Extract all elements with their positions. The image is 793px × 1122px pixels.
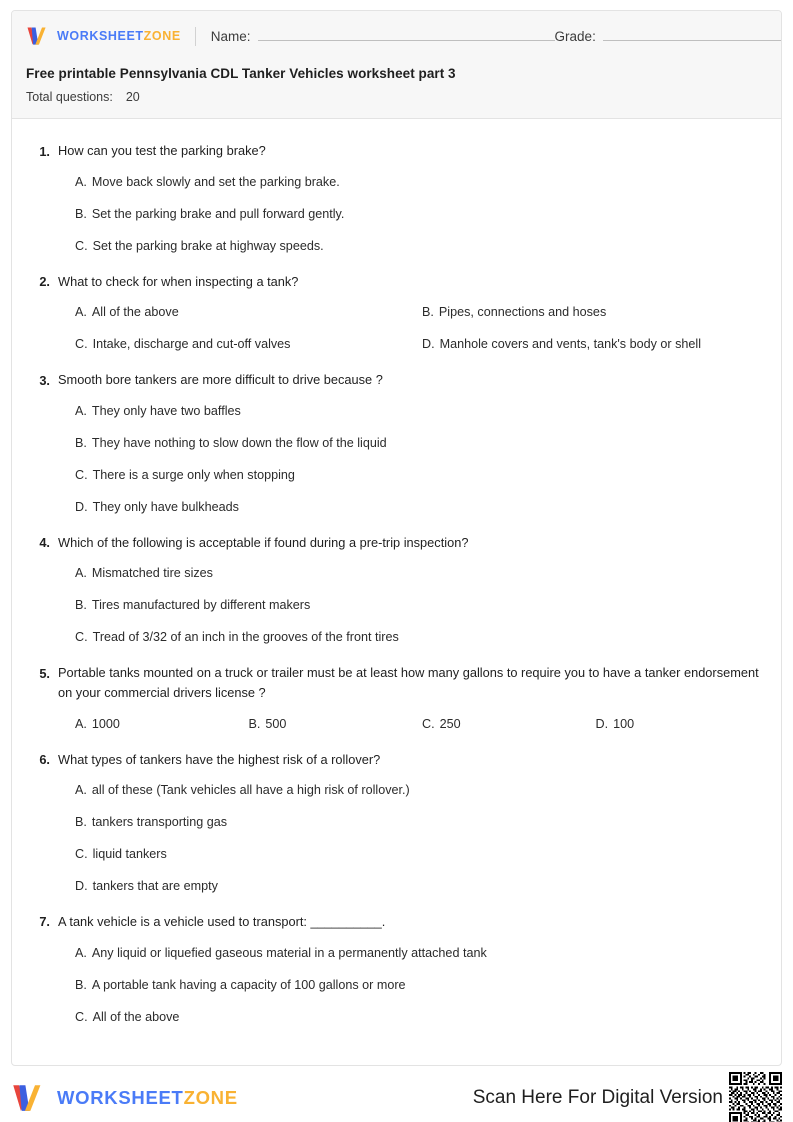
answer-option-text: 500 <box>265 716 287 731</box>
answer-option[interactable] <box>75 237 759 256</box>
answer-option-text: tankers that are empty <box>92 879 218 894</box>
answer-option[interactable] <box>75 498 759 517</box>
answer-option-letter: D. <box>422 337 435 352</box>
scan-here-label: Scan Here For Digital Version <box>472 1087 723 1108</box>
total-questions-label: Total questions: <box>26 90 113 104</box>
answer-option-text: They have nothing to slow down the flow of the liquid <box>91 435 387 450</box>
answer-option[interactable] <box>75 944 759 963</box>
question-number: 6. <box>39 752 50 768</box>
answer-option[interactable] <box>75 628 759 647</box>
question-text: Portable tanks mounted on a truck or trailer must be at least how many gallons to require you to have a tanker endorsement on your commercial drivers license ? <box>58 665 759 700</box>
answer-option-text: Tires manufactured by different makers <box>91 598 311 613</box>
brand-logo-text <box>57 29 181 43</box>
answer-option[interactable] <box>75 715 239 734</box>
answer-option-text: 100 <box>613 716 635 731</box>
answer-options <box>58 781 759 896</box>
answer-option[interactable] <box>75 596 759 615</box>
answer-option-text: A portable tank having a capacity of 100 gallons or more <box>91 977 406 992</box>
answer-option-letter: A. <box>75 174 87 189</box>
answer-option-letter: D. <box>75 499 88 514</box>
answer-option-letter: B. <box>75 815 87 830</box>
answer-option-letter: C. <box>422 716 435 731</box>
footer-brand-logo-text <box>57 1087 238 1109</box>
qr-code-icon[interactable] <box>729 1072 782 1122</box>
answer-option-letter: A. <box>75 945 87 960</box>
question-number: 7. <box>39 914 50 930</box>
answer-option-letter: B. <box>75 435 87 450</box>
answer-option-text: Intake, discharge and cut-off valves <box>92 337 291 352</box>
questions-list <box>12 119 781 1052</box>
answer-option-text: They only have bulkheads <box>92 499 239 514</box>
answer-option-letter: A. <box>75 783 87 798</box>
answer-option-text: liquid tankers <box>92 847 167 862</box>
worksheetzone-w-logo-icon <box>26 26 50 46</box>
answer-option-text: Mismatched tire sizes <box>91 566 213 581</box>
question-text: What to check for when inspecting a tank? <box>58 273 299 289</box>
answer-options <box>58 944 759 1027</box>
answer-option-letter: B. <box>75 598 87 613</box>
footer-brand-name-secondary: ZONE <box>183 1087 238 1108</box>
brand-name-secondary: ZONE <box>143 29 181 43</box>
answer-option-text: Tread of 3/32 of an inch in the grooves of the front tires <box>92 630 399 645</box>
header-divider <box>195 27 196 46</box>
question-body <box>58 533 759 648</box>
worksheet-header <box>12 11 781 119</box>
answer-option[interactable] <box>75 303 412 322</box>
answer-option-letter: C. <box>75 847 88 862</box>
answer-option[interactable] <box>75 1008 759 1027</box>
question-body <box>58 141 759 256</box>
answer-option-text: Pipes, connections and hoses <box>438 305 607 320</box>
answer-options <box>58 564 759 647</box>
answer-option-letter: A. <box>75 566 87 581</box>
answer-option-letter: A. <box>75 716 87 731</box>
answer-option-letter: B. <box>75 206 87 221</box>
answer-option-text: 1000 <box>91 716 120 731</box>
question-text: Which of the following is acceptable if found during a pre-trip inspection? <box>58 534 469 550</box>
answer-option[interactable] <box>422 335 759 354</box>
answer-option-text: All of the above <box>91 305 179 320</box>
name-field-group <box>211 29 555 44</box>
header-top-row <box>26 23 767 49</box>
answer-option[interactable] <box>422 715 586 734</box>
answer-option-letter: B. <box>422 305 434 320</box>
answer-option[interactable] <box>75 402 759 421</box>
worksheet-footer <box>11 1078 782 1118</box>
question-item <box>34 272 759 355</box>
answer-option-letter: C. <box>75 467 88 482</box>
question-body <box>58 370 759 516</box>
answer-option-letter: C. <box>75 1009 88 1024</box>
answer-option[interactable] <box>249 715 413 734</box>
total-questions-value: 20 <box>125 90 140 104</box>
answer-option-letter: C. <box>75 238 88 253</box>
grade-input[interactable] <box>603 29 782 41</box>
question-item <box>34 663 759 734</box>
answer-options <box>58 173 759 256</box>
question-item <box>34 750 759 896</box>
answer-options <box>58 402 759 517</box>
question-number: 1. <box>39 143 50 159</box>
question-body <box>58 663 759 734</box>
answer-option-text: Any liquid or liquefied gaseous material in a permanently attached tank <box>91 945 487 960</box>
question-item <box>34 370 759 516</box>
brand-name-primary: WORKSHEET <box>57 29 144 43</box>
question-item <box>34 141 759 256</box>
answer-option-text: There is a surge only when stopping <box>92 467 295 482</box>
answer-option-letter: A. <box>75 305 87 320</box>
answer-option[interactable] <box>75 877 759 896</box>
answer-option[interactable] <box>75 173 759 192</box>
grade-field-group <box>555 29 782 44</box>
answer-option-text: All of the above <box>92 1009 180 1024</box>
footer-scan-group <box>473 1072 782 1122</box>
answer-option[interactable] <box>75 976 759 995</box>
brand-logo <box>26 26 181 46</box>
answer-option-text: all of these (Tank vehicles all have a high risk of rollover.) <box>91 783 410 798</box>
question-number: 4. <box>39 535 50 550</box>
answer-option[interactable] <box>75 434 759 453</box>
answer-option-text: tankers transporting gas <box>91 815 228 830</box>
answer-options <box>58 303 759 354</box>
answer-option[interactable] <box>75 335 412 354</box>
question-text: How can you test the parking brake? <box>58 143 266 158</box>
answer-option[interactable] <box>75 781 759 800</box>
answer-option-letter: C. <box>75 630 88 645</box>
answer-option-text: 250 <box>439 716 461 731</box>
answer-option-letter: B. <box>75 977 87 992</box>
question-text: What types of tankers have the highest risk of a rollover? <box>58 751 381 767</box>
question-body <box>58 912 759 1027</box>
answer-option-text: Move back slowly and set the parking brake. <box>91 174 340 189</box>
answer-option[interactable] <box>422 303 759 322</box>
question-item <box>34 912 759 1027</box>
question-body <box>58 750 759 896</box>
question-number: 2. <box>39 274 50 289</box>
question-text: A tank vehicle is a vehicle used to transport: __________. <box>58 913 386 929</box>
answer-option[interactable] <box>75 845 759 864</box>
answer-option-letter: C. <box>75 337 88 352</box>
answer-option-text: Manhole covers and vents, tank's body or shell <box>439 337 702 352</box>
question-text: Smooth bore tankers are more difficult to drive because ? <box>58 372 383 388</box>
answer-option[interactable] <box>75 564 759 583</box>
grade-label: Grade: <box>554 28 596 44</box>
answer-option[interactable] <box>596 715 760 734</box>
worksheet-card <box>11 10 782 1066</box>
answer-option-text: Set the parking brake and pull forward gently. <box>91 206 345 221</box>
answer-option-text: Set the parking brake at highway speeds. <box>92 238 324 253</box>
answer-option-letter: D. <box>75 879 88 894</box>
page-title: Free printable Pennsylvania CDL Tanker Vehicles worksheet part 3 <box>26 66 456 81</box>
worksheetzone-w-logo-icon <box>11 1083 47 1113</box>
question-body <box>58 272 759 355</box>
answer-option[interactable] <box>75 205 759 224</box>
answer-option-text: They only have two baffles <box>91 403 241 418</box>
name-input[interactable] <box>258 29 555 41</box>
footer-brand-logo <box>11 1083 238 1113</box>
answer-option[interactable] <box>75 466 759 485</box>
question-number: 5. <box>39 665 50 681</box>
question-number: 3. <box>39 372 50 388</box>
total-questions-row <box>26 90 767 104</box>
answer-option-letter: A. <box>75 403 87 418</box>
answer-option-letter: B. <box>248 716 261 731</box>
question-item <box>34 533 759 648</box>
footer-brand-name-primary: WORKSHEET <box>57 1087 184 1108</box>
answer-options <box>58 715 759 734</box>
answer-option[interactable] <box>75 813 759 832</box>
answer-option-letter: D. <box>595 716 609 731</box>
name-label: Name: <box>210 28 251 44</box>
